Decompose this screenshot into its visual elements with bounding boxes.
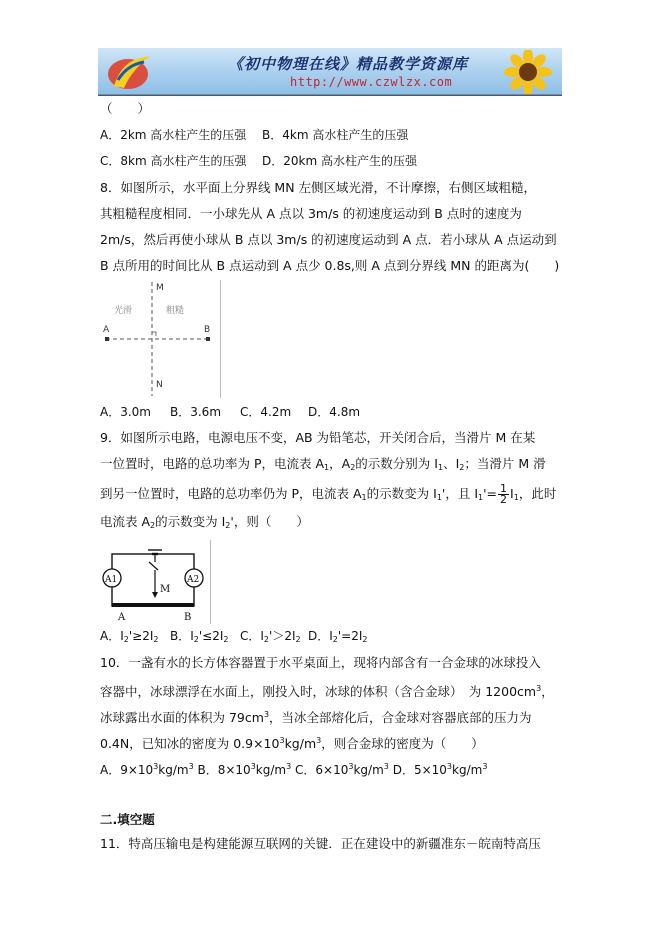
q8-figure xyxy=(100,280,221,398)
q10-options xyxy=(100,759,487,778)
q7-paren: （ ） xyxy=(100,101,151,116)
q9-label-m: M xyxy=(160,584,171,595)
q9-label-b: B xyxy=(184,612,192,623)
q8-label-n: N xyxy=(156,380,163,390)
q8-line-1: 8．如图所示，水平面上分界线 MN 左侧区域光滑，不计摩擦，右侧区域粗糙， xyxy=(100,180,537,195)
q7-option-c: C．8km 高水柱产生的压强 xyxy=(100,154,247,168)
banner-url: http://www.czwlzx.com xyxy=(290,75,453,89)
q10-line-1: 10．一盏有水的长方体容器置于水平桌面上，现将内部含有一合金球的冰球投入 xyxy=(100,655,541,670)
q10-line-4: 0.4N，已知冰的密度为 $0.9\times 10^3kg/m^3$，则合金球的密度为（ ） xyxy=(100,736,484,751)
q7-option-d: D．20km 高水柱产生的压强 xyxy=(262,154,417,168)
q9-label-a: A xyxy=(118,612,126,623)
q9-ammeter-a1: A1 xyxy=(105,575,118,585)
q9-fraction: $\frac{1}{2}$ xyxy=(500,482,508,506)
q10-option-c: C．$6\times 10^3kg/m^3$ xyxy=(295,762,389,777)
header-banner xyxy=(98,48,562,95)
q8-option-c: C．4.2m xyxy=(240,405,292,419)
q9-option-d: D．$I_2'=2I_2$ xyxy=(308,629,368,644)
q7-option-a: A．2km 高水柱产生的压强 xyxy=(100,128,247,142)
q9-line-1: 9．如图所示电路，电源电压不变，AB 为铅笔芯，开关闭合后，当滑片 M 在某 xyxy=(100,430,536,445)
q10-line-2: 容器中，冰球漂浮在水面上，刚投入时，冰球的体积（含合金球） 为 $1200cm^3$， xyxy=(100,684,554,699)
q8-line-4: B 点所用的时间比从 B 点运动到 A 点少 0.8s,则 A 点到分界线 MN 的距离为( ) xyxy=(100,258,560,273)
q10-option-d: D．$5\times 10^3kg/m^3$ xyxy=(392,762,488,777)
section-title: 二.填空题 xyxy=(100,812,155,827)
q10-option-a: A．$9\times 10^3kg/m^3$ xyxy=(100,762,194,777)
q9-line-4: 电流表 $A_2$的示数变为 $I_2'$，则（ ） xyxy=(100,514,309,530)
q9-circuit-figure xyxy=(100,540,211,624)
q8-label-a: A xyxy=(103,325,110,335)
q8-label-b: B xyxy=(204,325,211,335)
q7-option-b: B．4km 高水柱产生的压强 xyxy=(262,128,409,142)
q9-line-3: 到另一位置时，电路的总功率仍为 P，电流表 $A_1$的示数变为 $I_1'$，且 $I_1'=$ $\frac{1}{2}$ $I_1$，此时 xyxy=(100,482,557,506)
q9-line-2: 一位置时，电路的总功率为 P，电流表 $A_1$，$A_2$的示数分别为 $I_1$、$I_2$；当滑片 M 滑 xyxy=(100,456,546,472)
q10-option-b: B．$8\times 10^3kg/m^3$ xyxy=(197,762,292,777)
q9-ammeter-a2: A2 xyxy=(187,575,200,585)
q10-line-3: 冰球露出水面的体积为 $79cm^3$，当冰全部熔化后，合金球对容器底部的压力为 xyxy=(100,710,532,725)
q8-label-m: M xyxy=(156,283,164,293)
q11-line-1: 11．特高压输电是构建能源互联网的关键．正在建设中的新疆准东－皖南特高压 xyxy=(100,836,541,851)
sunflower-icon xyxy=(498,50,558,94)
q8-option-a: A．3.0m xyxy=(100,405,151,419)
q9-option-a: A．$I_2'\ge 2I_2$ xyxy=(100,629,159,644)
q8-line-3: 2m/s，然后再使小球从 B 点以 3m/s 的初速度运动到 A 点．若小球从 A 点运动到 xyxy=(100,232,557,247)
q9-option-b: B．$I_2'\le 2I_2$ xyxy=(170,629,229,644)
q8-option-d: D．4.8m xyxy=(308,405,361,419)
q8-option-b: B．3.6m xyxy=(170,405,222,419)
q9-option-c: C．$I_2'>2I_2$ xyxy=(240,629,301,644)
header-rule xyxy=(98,95,562,96)
q8-line-2: 其粗糙程度相同．一小球先从 A 点以 3m/s 的初速度运动到 B 点时的速度为 xyxy=(100,206,522,221)
q8-label-rough: 粗糙 xyxy=(166,306,185,316)
q8-label-smooth: 光滑 xyxy=(114,306,133,316)
logo-icon xyxy=(104,50,158,92)
banner-title: 《初中物理在线》精品教学资源库 xyxy=(228,55,469,73)
